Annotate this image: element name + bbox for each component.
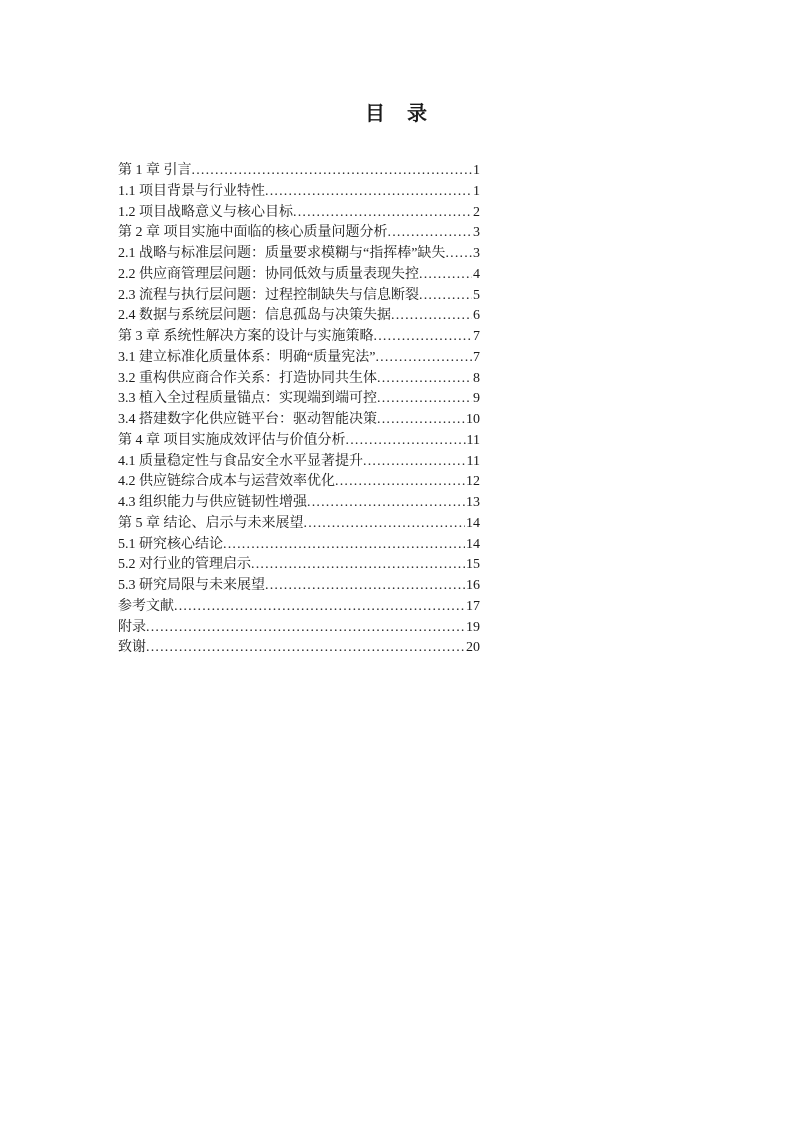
dot-leader	[146, 618, 465, 639]
toc-entry[interactable]	[118, 410, 480, 431]
toc-entry[interactable]	[118, 493, 480, 514]
toc-entry-label: 第 3 章 系统性解决方案的设计与实施策略	[118, 329, 374, 344]
toc-entry-label: 第 5 章 结论、启示与未来展望	[118, 515, 304, 531]
dot-leader	[391, 306, 472, 327]
toc-entry-page-number: 13	[466, 495, 480, 510]
dot-leader	[445, 244, 472, 265]
toc-entry-label: 4.3 组织能力与供应链韧性增强	[118, 495, 307, 510]
toc-entry[interactable]	[118, 244, 480, 265]
toc-entry-page-number: 15	[466, 557, 480, 573]
toc-entry-page-number: 2	[473, 204, 480, 220]
toc-entry-label: 5.2 对行业的管理启示	[118, 557, 251, 573]
toc-entry-label: 2.1 战略与标准层问题：质量要求模糊与“指挥棒”缺失	[118, 246, 446, 261]
toc-entry[interactable]	[118, 265, 480, 286]
toc-list	[118, 161, 480, 659]
toc-entry[interactable]	[118, 535, 480, 556]
toc-entry-label: 3.3 植入全过程质量锚点：实现端到端可控	[118, 391, 377, 407]
toc-entry-label: 1.1 项目背景与行业特性	[118, 183, 265, 199]
toc-entry[interactable]	[118, 618, 480, 639]
toc-entry[interactable]	[118, 431, 480, 452]
toc-entry-label: 1.2 项目战略意义与核心目标	[118, 204, 293, 220]
toc-entry-page-number: 14	[466, 536, 480, 552]
toc-entry[interactable]	[118, 389, 480, 410]
toc-entry-page-number: 1	[473, 183, 480, 199]
toc-entry-page-number: 11	[466, 453, 480, 469]
toc-entry-label: 3.1 建立标准化质量体系：明确“质量宪法”	[118, 349, 376, 365]
toc-entry-page-number: 6	[473, 308, 480, 324]
dot-leader	[265, 576, 465, 597]
dot-leader	[377, 410, 465, 431]
toc-entry[interactable]	[118, 348, 480, 369]
toc-entry[interactable]	[118, 576, 480, 597]
toc-entry-label: 3.4 搭建数字化供应链平台：驱动智能决策	[118, 412, 377, 427]
toc-entry-page-number: 12	[466, 474, 480, 490]
toc-entry[interactable]	[118, 306, 480, 327]
dot-leader	[377, 369, 472, 390]
toc-entry-label: 3.2 重构供应商合作关系：打造协同共生体	[118, 370, 377, 386]
toc-entry-page-number: 19	[466, 619, 480, 635]
toc-entry-page-number: 1	[473, 163, 480, 178]
dot-leader	[174, 597, 465, 618]
toc-entry-page-number: 8	[473, 370, 480, 386]
toc-entry[interactable]	[118, 203, 480, 224]
dot-leader	[388, 223, 473, 244]
toc-entry[interactable]	[118, 161, 480, 182]
dot-leader	[146, 638, 465, 659]
dot-leader	[419, 286, 472, 307]
toc-entry-page-number: 17	[466, 598, 480, 614]
dot-leader	[375, 348, 472, 369]
dot-leader	[363, 452, 466, 473]
toc-entry[interactable]	[118, 514, 480, 535]
toc-entry-label: 5.1 研究核心结论	[118, 536, 223, 552]
dot-leader	[307, 493, 465, 514]
toc-entry[interactable]	[118, 638, 480, 659]
dot-leader	[293, 203, 472, 224]
toc-entry-label: 2.2 供应商管理层问题：协同低效与质量表现失控	[118, 266, 419, 282]
toc-entry-label: 4.1 质量稳定性与食品安全水平显著提升	[118, 453, 363, 469]
dot-leader	[335, 472, 465, 493]
dot-leader	[251, 555, 465, 576]
toc-entry-label: 第 4 章 项目实施成效评估与价值分析	[118, 432, 346, 448]
toc-entry-page-number: 10	[466, 412, 480, 427]
toc-entry[interactable]	[118, 555, 480, 576]
toc-entry[interactable]	[118, 182, 480, 203]
dot-leader	[346, 431, 466, 452]
toc-entry-page-number: 3	[473, 225, 480, 241]
toc-entry-page-number: 3	[473, 246, 480, 261]
toc-title: 目 录	[365, 103, 428, 125]
toc-entry-page-number: 11	[466, 432, 480, 448]
toc-entry[interactable]	[118, 223, 480, 244]
toc-entry-label: 附录	[118, 619, 146, 635]
toc-entry-label: 2.3 流程与执行层问题：过程控制缺失与信息断裂	[118, 287, 419, 303]
toc-entry[interactable]	[118, 472, 480, 493]
dot-leader	[419, 265, 472, 286]
toc-entry[interactable]	[118, 327, 480, 348]
toc-entry-page-number: 4	[473, 266, 480, 282]
toc-entry-label: 4.2 供应链综合成本与运营效率优化	[118, 474, 335, 490]
toc-entry[interactable]	[118, 369, 480, 390]
toc-entry-page-number: 7	[473, 349, 480, 365]
dot-leader	[374, 327, 473, 348]
toc-entry-page-number: 20	[466, 640, 480, 656]
toc-entry[interactable]	[118, 597, 480, 618]
toc-entry-label: 5.3 研究局限与未来展望	[118, 578, 265, 593]
dot-leader	[223, 535, 465, 556]
toc-entry-label: 第 2 章 项目实施中面临的核心质量问题分析	[118, 225, 388, 241]
toc-entry-page-number: 9	[473, 391, 480, 407]
toc-entry-page-number: 14	[466, 515, 480, 531]
dot-leader	[304, 514, 466, 535]
toc-entry[interactable]	[118, 286, 480, 307]
toc-entry-label: 第 1 章 引言	[118, 163, 192, 178]
toc-entry-page-number: 16	[466, 578, 480, 593]
toc-entry-label: 参考文献	[118, 598, 174, 614]
toc-entry-page-number: 7	[473, 329, 480, 344]
toc-entry-label: 致谢	[118, 640, 146, 656]
dot-leader	[192, 161, 473, 182]
dot-leader	[377, 389, 472, 410]
toc-entry-label: 2.4 数据与系统层问题：信息孤岛与决策失据	[118, 308, 391, 324]
dot-leader	[265, 182, 472, 203]
toc-entry-page-number: 5	[473, 287, 480, 303]
toc-entry[interactable]	[118, 452, 480, 473]
